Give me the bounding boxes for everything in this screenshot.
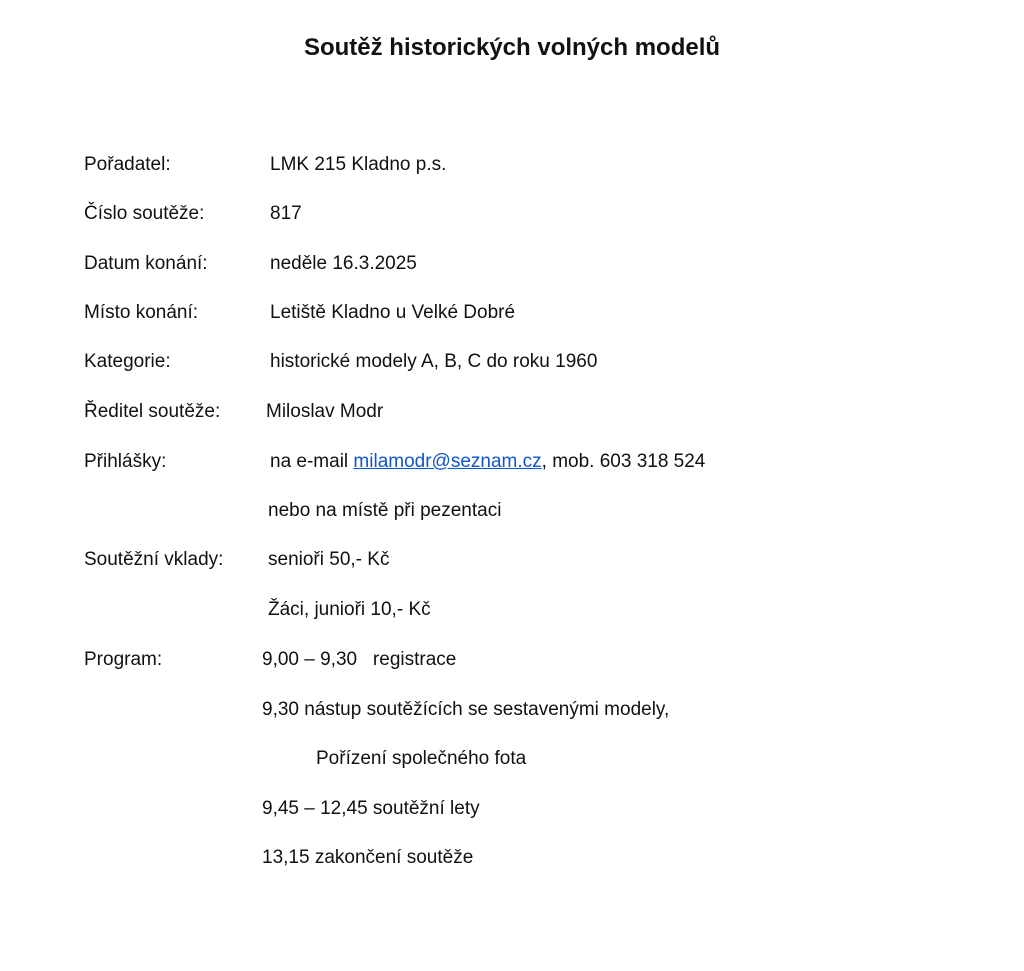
program-item: 9,45 – 12,45 soutěžní lety [262,798,480,819]
registration-suffix: , mob. 603 318 524 [541,451,706,472]
competition-number-label: Číslo soutěže: [84,203,205,224]
registration-value [270,448,705,476]
venue-value: Letiště Kladno u Velké Dobré [270,302,516,323]
document-title: Soutěž historických volných modelů [303,34,721,61]
fees-seniors: senioři 50,- Kč [268,549,390,570]
fees-label: Soutěžní vklady: [84,549,224,570]
program-item: 9,00 – 9,30 registrace [262,649,457,670]
competition-number-value: 817 [270,203,302,224]
registration-prefix: na e-mail [270,451,354,472]
email-link[interactable]: milamodr@seznam.cz [353,451,542,472]
date-value: neděle 16.3.2025 [270,253,417,274]
organizer-label: Pořadatel: [84,154,171,175]
director-label: Ředitel soutěže: [84,401,221,422]
director-value: Miloslav Modr [266,401,384,422]
registration-label: Přihlášky: [84,451,167,472]
organizer-value: LMK 215 Kladno p.s. [270,154,447,175]
program-item: Pořízení společného fota [316,748,527,769]
date-label: Datum konání: [84,253,208,274]
venue-label: Místo konání: [84,302,199,323]
program-item: 13,15 zakončení soutěže [262,847,474,868]
fees-juniors: Žáci, junioři 10,- Kč [268,599,431,620]
program-label: Program: [84,649,163,670]
program-item: 9,30 nástup soutěžících se sestavenými modely, [262,699,670,720]
registration-alternative: nebo na místě při pezentaci [268,500,502,521]
category-label: Kategorie: [84,351,171,372]
category-value: historické modely A, B, C do roku 1960 [270,351,598,372]
